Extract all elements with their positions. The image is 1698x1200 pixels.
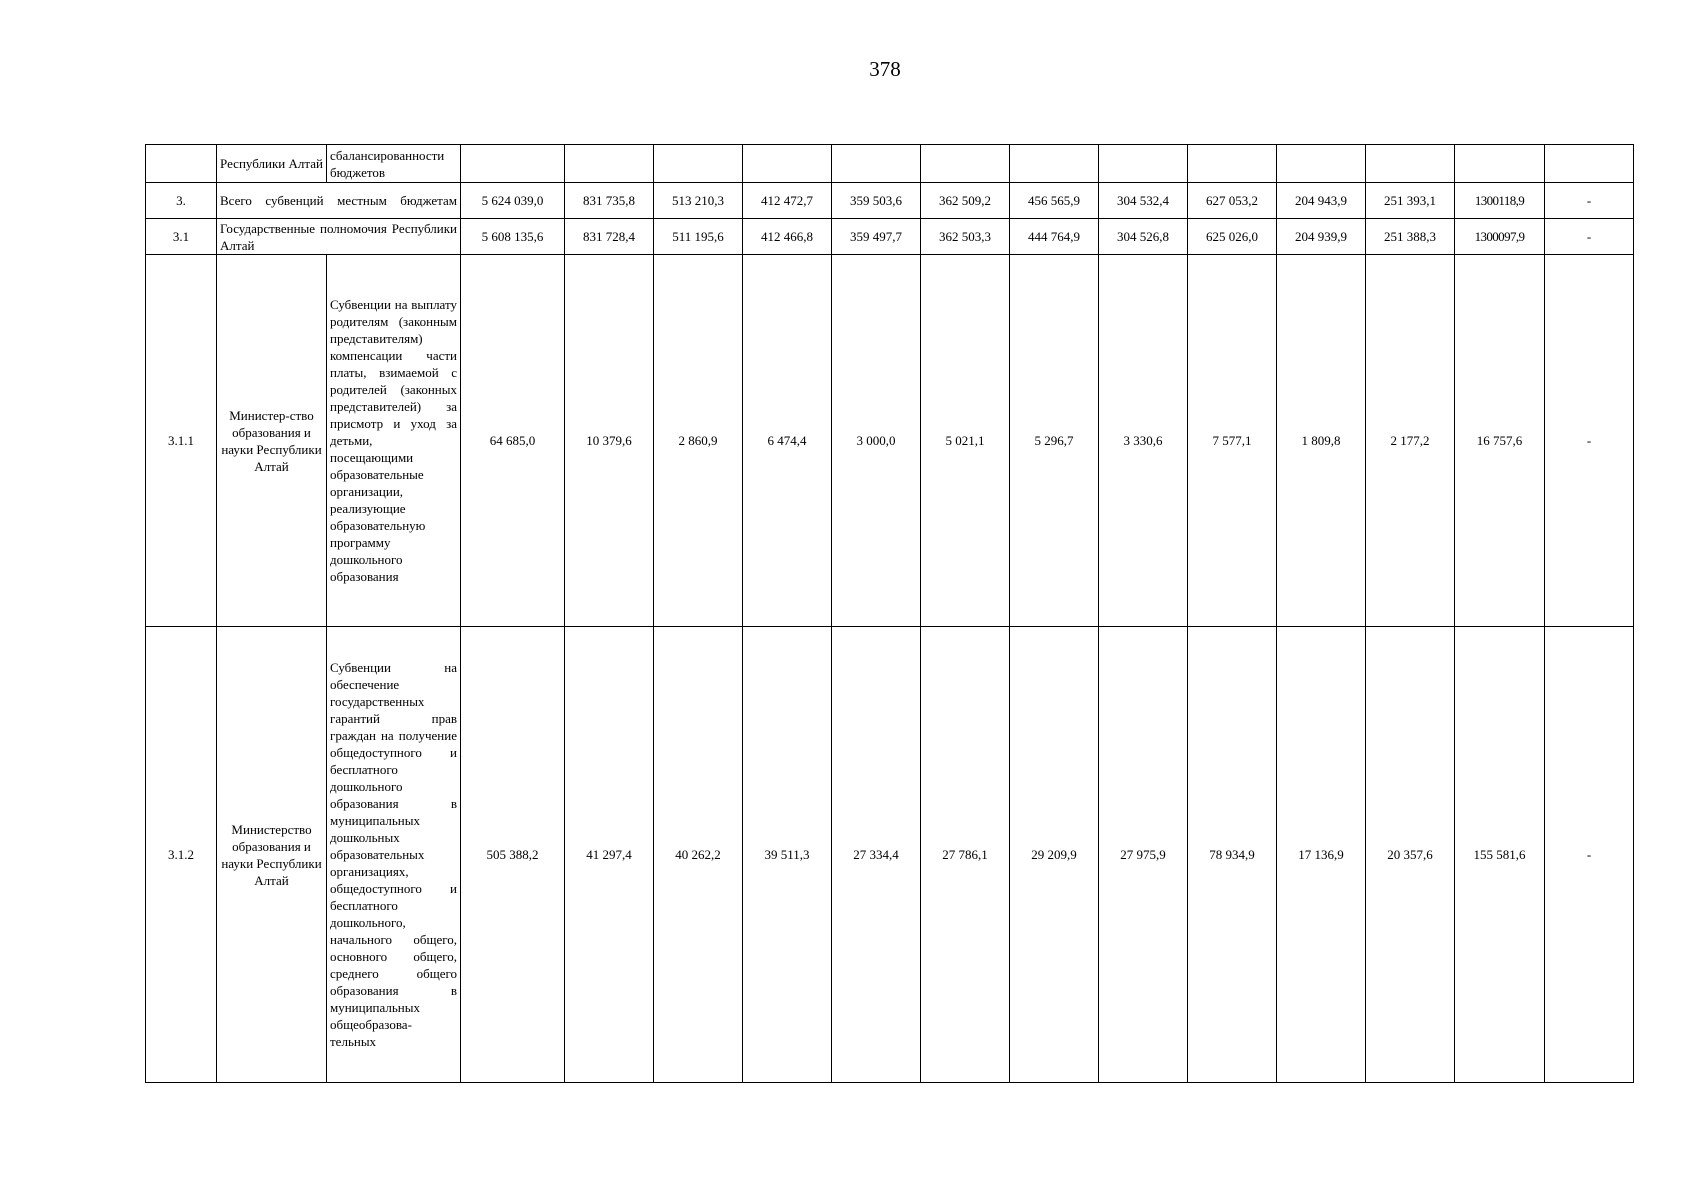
value-cell bbox=[1010, 145, 1099, 183]
value-cell: 29 209,9 bbox=[1010, 627, 1099, 1083]
value-cell: 39 511,3 bbox=[743, 627, 832, 1083]
page-number: 378 bbox=[869, 57, 901, 81]
table-row bbox=[146, 219, 1634, 255]
value-cell: 412 466,8 bbox=[743, 219, 832, 255]
value-cell: 2 860,9 bbox=[654, 255, 743, 627]
value-cell bbox=[565, 145, 654, 183]
value-cell: 251 393,1 bbox=[1366, 183, 1455, 219]
value-cell bbox=[1455, 145, 1545, 183]
value-cell: 204 939,9 bbox=[1277, 219, 1366, 255]
value-cell: 1300118,9 bbox=[1455, 183, 1545, 219]
last-cell: - bbox=[1545, 627, 1634, 1083]
value-cell: 625 026,0 bbox=[1188, 219, 1277, 255]
description-cell: сбалансированности бюджетов bbox=[327, 145, 461, 183]
value-cell: 10 379,6 bbox=[565, 255, 654, 627]
description-cell: Субвенции на обеспечение государственных гарантий прав граждан на получение общедоступного и бесплатного дошкольного образования в муниципальных дошкольных образовательных организациях, общедоступного и бесплатного дошкольного, начального общего, основного общего, среднего общего образования в муниципальных общеобразова-тельных bbox=[327, 627, 461, 1083]
value-cell bbox=[654, 145, 743, 183]
description-cell: Субвенции на выплату родителям (законным представителям) компенсации части платы, взимаемой с родителей (законных представителей) за присмотр и уход за детьми, посещающими образовательные организации, реализующие образовательную программу дошкольного образования bbox=[327, 255, 461, 627]
value-cell: 831 728,4 bbox=[565, 219, 654, 255]
last-cell: - bbox=[1545, 219, 1634, 255]
value-cell: 513 210,3 bbox=[654, 183, 743, 219]
table-row bbox=[146, 255, 1634, 627]
value-cell: 5 021,1 bbox=[921, 255, 1010, 627]
value-cell: 362 503,3 bbox=[921, 219, 1010, 255]
row-index: 3.1.1 bbox=[146, 255, 217, 627]
value-cell: 511 195,6 bbox=[654, 219, 743, 255]
value-cell: 78 934,9 bbox=[1188, 627, 1277, 1083]
value-cell bbox=[1188, 145, 1277, 183]
row-label: Государственные полномочия Республики Алтай bbox=[217, 219, 461, 255]
table-row bbox=[146, 627, 1634, 1083]
value-cell bbox=[832, 145, 921, 183]
value-cell bbox=[743, 145, 832, 183]
agency-cell: Министерство образования и науки Республики Алтай bbox=[217, 627, 327, 1083]
value-cell bbox=[921, 145, 1010, 183]
value-cell: 444 764,9 bbox=[1010, 219, 1099, 255]
table-row bbox=[146, 183, 1634, 219]
row-index bbox=[146, 145, 217, 183]
value-cell bbox=[461, 145, 565, 183]
row-label: Всего субвенций местным бюджетам bbox=[217, 183, 461, 219]
value-cell bbox=[1366, 145, 1455, 183]
value-cell: 304 532,4 bbox=[1099, 183, 1188, 219]
row-index: 3. bbox=[146, 183, 217, 219]
value-cell: 1300097,9 bbox=[1455, 219, 1545, 255]
row-index: 3.1.2 bbox=[146, 627, 217, 1083]
value-cell: 27 975,9 bbox=[1099, 627, 1188, 1083]
value-cell: 456 565,9 bbox=[1010, 183, 1099, 219]
value-cell: 359 497,7 bbox=[832, 219, 921, 255]
value-cell: 40 262,2 bbox=[654, 627, 743, 1083]
value-cell: 5 296,7 bbox=[1010, 255, 1099, 627]
last-cell: - bbox=[1545, 183, 1634, 219]
value-cell: 3 330,6 bbox=[1099, 255, 1188, 627]
value-cell: 3 000,0 bbox=[832, 255, 921, 627]
row-index: 3.1 bbox=[146, 219, 217, 255]
value-cell: 304 526,8 bbox=[1099, 219, 1188, 255]
value-cell: 41 297,4 bbox=[565, 627, 654, 1083]
agency-cell: Министер-ство образования и науки Республики Алтай bbox=[217, 255, 327, 627]
value-cell: 5 608 135,6 bbox=[461, 219, 565, 255]
value-cell: 27 786,1 bbox=[921, 627, 1010, 1083]
last-cell: - bbox=[1545, 255, 1634, 627]
agency-cell: Республики Алтай bbox=[217, 145, 327, 183]
value-cell: 155 581,6 bbox=[1455, 627, 1545, 1083]
value-cell: 831 735,8 bbox=[565, 183, 654, 219]
value-cell: 16 757,6 bbox=[1455, 255, 1545, 627]
value-cell: 7 577,1 bbox=[1188, 255, 1277, 627]
value-cell: 2 177,2 bbox=[1366, 255, 1455, 627]
value-cell: 627 053,2 bbox=[1188, 183, 1277, 219]
value-cell: 1 809,8 bbox=[1277, 255, 1366, 627]
value-cell: 412 472,7 bbox=[743, 183, 832, 219]
value-cell: 27 334,4 bbox=[832, 627, 921, 1083]
value-cell: 5 624 039,0 bbox=[461, 183, 565, 219]
value-cell bbox=[1277, 145, 1366, 183]
value-cell: 362 509,2 bbox=[921, 183, 1010, 219]
last-cell bbox=[1545, 145, 1634, 183]
value-cell: 6 474,4 bbox=[743, 255, 832, 627]
value-cell: 251 388,3 bbox=[1366, 219, 1455, 255]
table-row bbox=[146, 145, 1634, 183]
budget-table bbox=[145, 144, 1634, 1083]
value-cell: 20 357,6 bbox=[1366, 627, 1455, 1083]
value-cell: 204 943,9 bbox=[1277, 183, 1366, 219]
value-cell: 505 388,2 bbox=[461, 627, 565, 1083]
value-cell: 359 503,6 bbox=[832, 183, 921, 219]
value-cell: 64 685,0 bbox=[461, 255, 565, 627]
value-cell: 17 136,9 bbox=[1277, 627, 1366, 1083]
value-cell bbox=[1099, 145, 1188, 183]
